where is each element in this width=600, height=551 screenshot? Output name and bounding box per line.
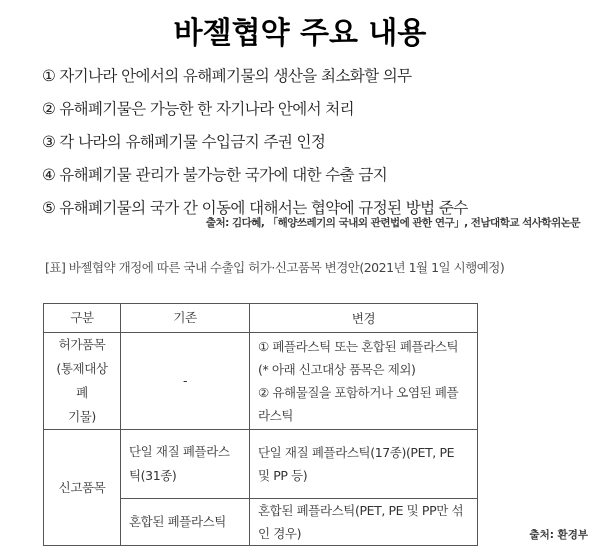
- revision-table: [43, 303, 478, 546]
- table-caption: [표] 바젤협약 개정에 따른 국내 수출입 허가·신고품목 변경안(2021년 1월 1일 시행예정): [45, 260, 505, 275]
- list-item: [42, 60, 468, 93]
- basel-points-list: [42, 60, 468, 225]
- header-existing: 기존: [121, 304, 250, 333]
- point-text: 유해폐기물은 가능한 한 자기나라 안에서 처리: [59, 100, 355, 118]
- report-category-cell: 신고품목: [44, 430, 121, 546]
- permit-changed-line: ② 유해물질을 포함하거나 오염된 폐플라스틱: [258, 385, 459, 423]
- permit-category-cell: [44, 333, 121, 430]
- permit-changed-line: (* 아래 신고대상 품목은 제외): [258, 362, 416, 377]
- report-existing-cell: 혼합된 폐플라스틱: [121, 499, 250, 546]
- point-text: 자기나라 안에서의 유해폐기물의 생산을 최소화할 의무: [59, 67, 412, 85]
- permit-category-line: 기물): [68, 409, 96, 424]
- point-text: 유해폐기물 관리가 불가능한 국가에 대한 수출 금지: [59, 166, 388, 184]
- list-item: [42, 159, 468, 192]
- point-number: ③: [42, 133, 56, 151]
- permit-category-line: 허가품목: [58, 337, 106, 352]
- point-number: ②: [42, 100, 56, 118]
- header-category: 구분: [44, 304, 121, 333]
- points-source-citation: 출처: 김다혜, 「해양쓰레기의 국내외 관련법에 관한 연구」, 전남대학교 석사학위논문: [205, 217, 580, 229]
- point-number: ⑤: [42, 199, 56, 217]
- table-row: [44, 430, 478, 499]
- permit-category-line: (통제대상 폐: [56, 361, 108, 400]
- list-item: [42, 93, 468, 126]
- point-number: ①: [42, 67, 56, 85]
- permit-existing-cell: -: [121, 333, 250, 430]
- point-text: 유해폐기물의 국가 간 이동에 대해서는 협약에 규정된 방법 준수: [59, 199, 468, 217]
- table-row: [44, 333, 478, 430]
- permit-changed-cell: [250, 333, 478, 430]
- table-source-citation: 출처: 환경부: [529, 529, 588, 541]
- report-changed-cell: 단일 재질 폐플라스틱(17종)(PET, PE 및 PP 등): [250, 430, 478, 499]
- report-changed-cell: 혼합된 폐플라스틱(PET, PE 및 PP만 섞인 경우): [250, 499, 478, 546]
- header-changed: 변경: [250, 304, 478, 333]
- page-title: 바젤협약 주요 내용: [173, 16, 427, 51]
- report-existing-cell: 단일 재질 폐플라스틱(31종): [121, 430, 250, 499]
- permit-changed-line: ① 폐플라스틱 또는 혼합된 폐플라스틱: [258, 339, 459, 354]
- table-header-row: [44, 304, 478, 333]
- point-text: 각 나라의 유해폐기물 수입금지 주권 인정: [59, 133, 326, 151]
- point-number: ④: [42, 166, 56, 184]
- list-item: [42, 126, 468, 159]
